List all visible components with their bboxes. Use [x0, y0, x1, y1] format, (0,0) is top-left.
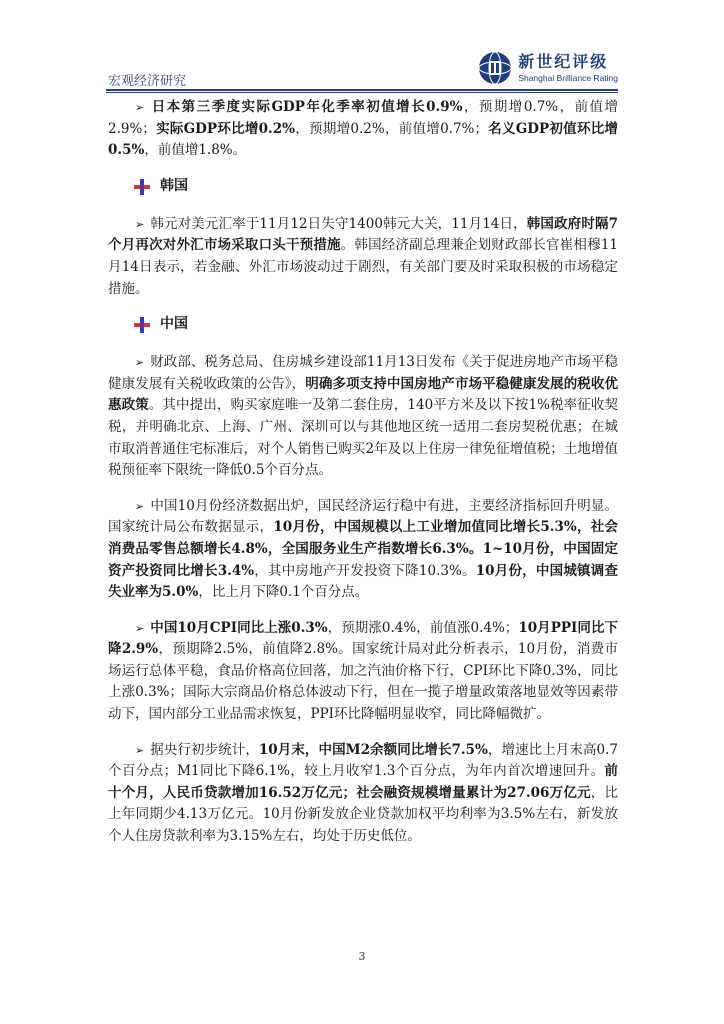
arrow-bullet-icon: ➢ — [135, 356, 145, 370]
text-bold: 名义GDP初值环比增0.5% — [108, 120, 618, 159]
paragraph-china-october-data — [108, 496, 618, 604]
text: ，比上年同期少4.13万亿元。10月份新发放企业贷款加权平均利率为3.5%左右，新发放个人住房贷款利率为3.15%左右，均处于历史低位。 — [108, 784, 619, 845]
logo-english-name: Shanghai Brilliance Rating — [518, 72, 618, 83]
text: ，增速比上月末高0.7个百分点；M1同比下降6.1%，较上月收窄1.3个百分点，为年内首次增速回升。 — [108, 741, 618, 780]
text: 。韩国经济副总理兼企划财政部长官崔相穆11月14日表示，若金融、外汇市场波动过于剧烈，有关部门要及时采取积极的市场稳定措施。 — [108, 237, 618, 297]
text: 。其中提出，购买家庭唯一及第二套住房，140平方米及以下按1%税率征收契税，并明确北京、上海、广州、深圳可以与其他地区统一适用二套房契税优惠；在城市取消普通住宅标准后，对个人销售已购买2年及以上住房一律免征增值税；土地增值税预征率下限统一降低0.5个百分点。 — [108, 397, 618, 479]
text-bold: 10月份，中国城镇调查失业率为5.0% — [108, 562, 618, 601]
section-heading-korea — [132, 176, 618, 198]
text: ，预期增0.7%，前值增2.9%； — [108, 99, 619, 137]
brand-logo — [478, 48, 618, 88]
arrow-bullet-icon: ➢ — [135, 743, 145, 757]
paragraph-china-cpi-ppi — [108, 618, 618, 726]
report-body — [108, 97, 618, 862]
arrow-bullet-icon: ➢ — [135, 101, 145, 114]
text-bold: 前十个月，人民币贷款增加16.52万亿元；社会融资规模增量累计为27.06万亿元 — [108, 763, 618, 801]
section-title: 韩国 — [160, 177, 188, 194]
logo-chinese-name: 新世纪评级 — [518, 51, 609, 71]
text: ，其中房地产开发投资下降10.3%。 — [254, 562, 476, 579]
brand-globe-icon — [478, 51, 512, 85]
text-bold: 10月PPI同比下降2.9% — [108, 619, 619, 658]
text: ，比上月下降0.1个百分点。 — [198, 584, 369, 601]
page-header — [106, 48, 618, 90]
fleur-bullet-icon — [132, 315, 152, 335]
text-bold: 日本第三季度实际GDP年化季率初值增长0.9% — [150, 99, 463, 115]
text: 中国10月份经济数据出炉，国民经济运行稳中有进，主要经济指标回升明显。国家统计局公布数据显示， — [108, 497, 618, 536]
paragraph-japan-gdp — [108, 97, 618, 162]
text: 韩元对美元汇率于11月12日失守1400韩元大关，11月14日， — [150, 215, 527, 232]
text-bold: 明确多项支持中国房地产市场平稳健康发展的税收优惠政策 — [108, 375, 619, 414]
text-bold: 10月末，中国M2余额同比增长7.5% — [258, 741, 488, 758]
header-title: 宏观经济研究 — [108, 74, 187, 89]
arrow-bullet-icon: ➢ — [135, 621, 145, 635]
text: ，预期涨0.4%，前值涨0.4%； — [327, 619, 519, 636]
text: ，预期降2.5%，前值降2.8%。国家统计局对此分析表示，10月份，消费市场运行总体平稳，食品价格高位回落，加之汽油价格下行，CPI环比下降0.3%，同比上涨0.3%；国际大宗商品价格总体波动下行，但在一揽子增量政策落地显效等因素带动下，国内部分工业品需求恢复，PPI环比降幅明显收窄，同比降幅微扩。 — [108, 641, 618, 723]
paragraph-china-property-tax — [108, 352, 618, 482]
text-bold: 10月份，中国规模以上工业增加值同比增长5.3%，社会消费品零售总额增长4.8%，全国服务业生产指数增长6.3%。1~10月份，中国固定资产投资同比增长3.4% — [108, 519, 619, 579]
text-bold: 中国10月CPI同比上涨0.3% — [150, 619, 328, 636]
arrow-bullet-icon: ➢ — [135, 217, 145, 231]
header-divider — [106, 89, 618, 91]
paragraph-korea-fx — [108, 214, 618, 300]
text-bold: 实际GDP环比增0.2% — [155, 120, 295, 137]
fleur-bullet-icon — [132, 177, 152, 197]
paragraph-china-credit — [108, 740, 618, 848]
text-bold: 韩国政府时隔7个月再次对外汇市场采取口头干预措施 — [108, 215, 618, 254]
page-number: 3 — [358, 950, 366, 963]
text: 财政部、税务总局、住房城乡建设部11月13日发布《关于促进房地产市场平稳健康发展有关税收政策的公告》， — [108, 354, 618, 392]
text: 据央行初步统计， — [150, 741, 259, 758]
arrow-bullet-icon: ➢ — [135, 499, 145, 513]
text: ，预期增0.2%，前值增0.7%； — [294, 120, 488, 137]
text: ，前值增1.8%。 — [144, 142, 247, 159]
header-divider-thin — [106, 92, 618, 93]
section-title: 中国 — [160, 316, 188, 333]
section-heading-china — [132, 314, 618, 336]
